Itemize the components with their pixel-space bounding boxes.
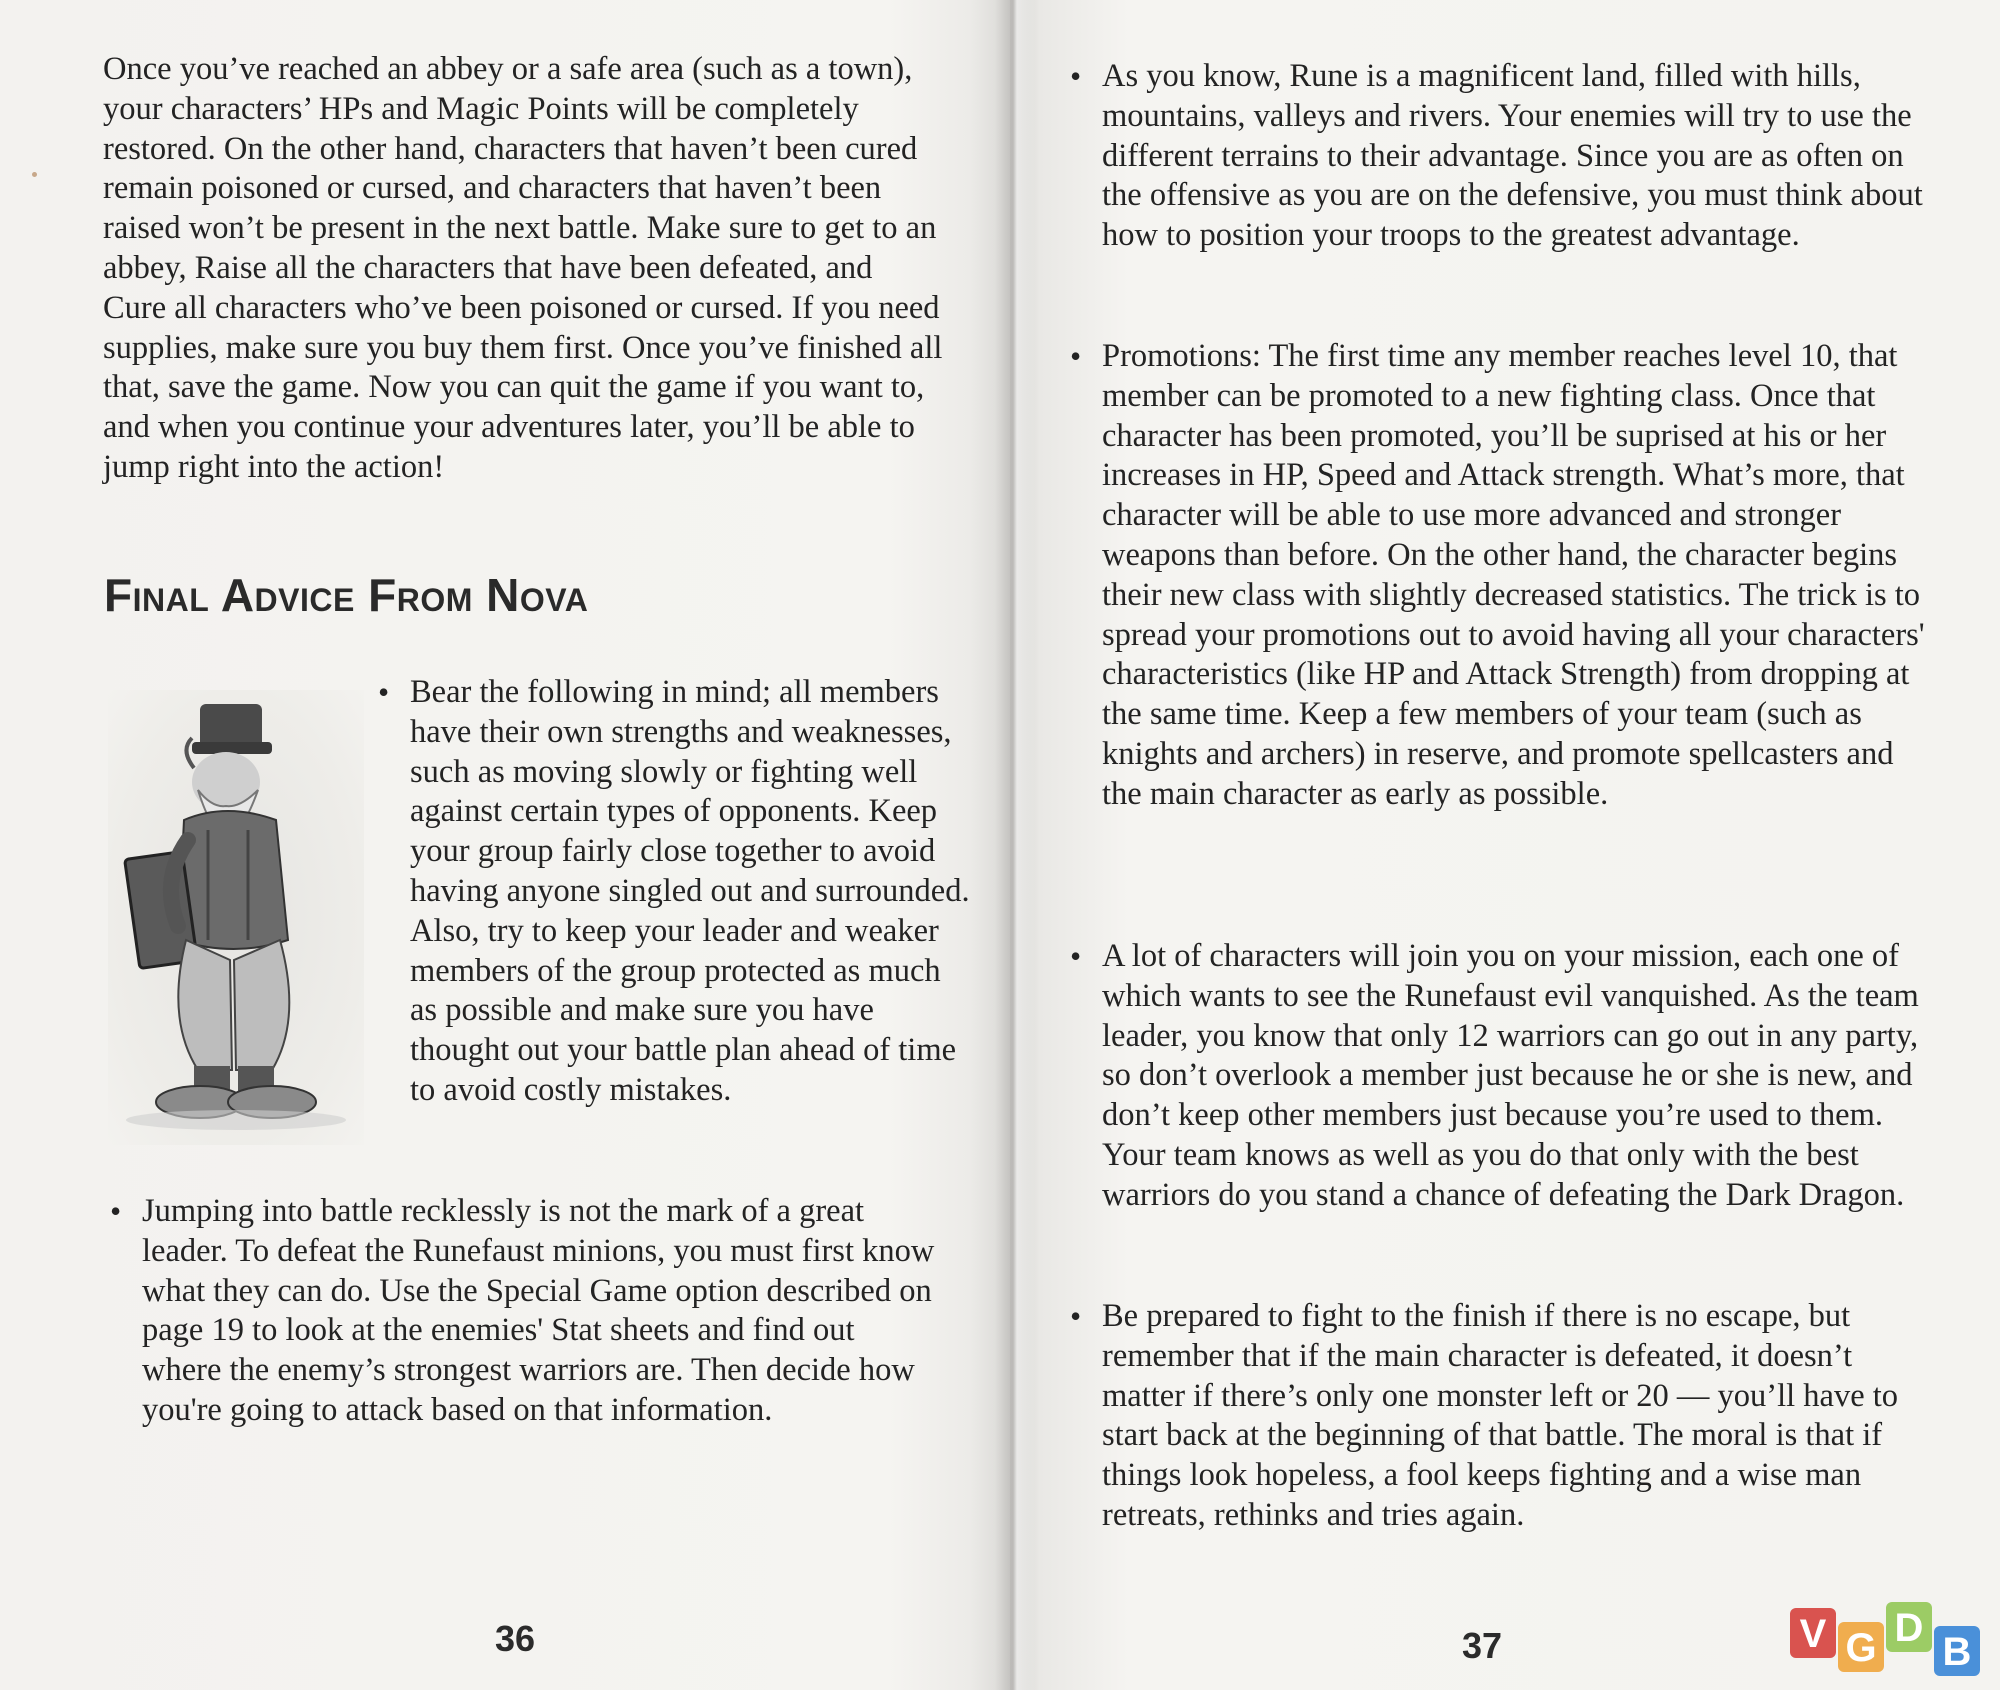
bullet-text: Promotions: The first time any member reaches level 10, that member can be promoted to a new fighting class. Once that character has been promoted, you’ll be suprised at his or her increases in HP, Speed and Attack strength. What’s more, that character will be able to use more advanced and stronger weapons than before. On the other hand, the character begins their new class with slightly decreased statistics. The trick is to spread your promotions out to avoid having all your characters' characteristics (like HP and Attack Strength) from dropping at the same time. Keep a few members of your team (such as knights and archers) in reserve, and promote spellcasters and the main character as early as possible. <box>1102 338 1925 812</box>
watermark-letter: D <box>1894 1606 1924 1650</box>
bullet-dot: • <box>1070 1298 1082 1334</box>
intro-paragraph: Once you’ve reached an abbey or a safe area (such as a town), your characters’ HPs and Magic Points will be completely restored. On the other hand, characters that haven’t been cured remain poisoned or cursed, and characters that haven’t been raised won’t be present in the next battle. Make sure to get to an abbey, Raise all the characters that have been defeated, and Cure all characters who’ve been poisoned or cursed. If you need supplies, make sure you buy them first. Once you’ve finished all that, save the game. Now you can quit the game if you want to, and when you continue your adventures later, you’ll be able to jump right into the action! <box>103 51 943 485</box>
bullet-dot: • <box>1070 938 1082 974</box>
watermark-letter: V <box>1799 1612 1827 1656</box>
bullet-text: As you know, Rune is a magnificent land, filled with hills, mountains, valleys and rivers. Your enemies will try to use the different terrains to their advantage. Since you are as often on the offensive as you are on the defensive, you must think about how to position your troops to the greatest advantage. <box>1102 58 1923 254</box>
nova-character-drawing <box>108 690 364 1145</box>
page-number-left: 36 <box>495 1618 536 1659</box>
bullet-text: Be prepared to fight to the finish if there is no escape, but remember that if the main character is defeated, it doesn’t matter if there’s only one monster left or 20 — you’ll have to start back at the beginning of that battle. The moral is that if things look hopeless, a fool keeps fighting and a wise man retreats, rethinks and tries again. <box>1102 1298 1899 1533</box>
bullet-dot: • <box>1070 58 1082 94</box>
paper-speck <box>32 172 37 177</box>
bullet-text: Jumping into battle recklessly is not the mark of a great leader. To defeat the Runefaust minions, you must first know what they can do. Use the Special Game option described on page 19 to look at the enemies' Stat sheets and find out where the enemy’s strongest warriors are. Then decide how you're going to attack based on that information. <box>142 1193 935 1428</box>
page-number-right: 37 <box>1462 1625 1503 1666</box>
section-heading: Final Advice From Nova <box>104 569 589 621</box>
bullet-dot: • <box>110 1193 122 1229</box>
nova-illustration <box>108 690 364 1145</box>
bullet-dot: • <box>1070 338 1082 374</box>
page-gutter <box>995 0 1035 1690</box>
vgdb-watermark-logo <box>1790 1598 1990 1680</box>
bullet-text: A lot of characters will join you on your mission, each one of which wants to see the Runefaust evil vanquished. As the team leader, you know that only 12 warriors can go out in any party, so don’t overlook a member just because he or she is new, and don’t keep other members just because you’re used to them. Your team knows as well as you do that only with the best warriors do you stand a chance of defeating the Dark Dragon. <box>1102 938 1919 1213</box>
bullet-text: Bear the following in mind; all members have their own strengths and weaknesses, such as moving slowly or fighting well against certain types of opponents. Keep your group fairly close together to avoid having anyone singled out and surrounded. Also, try to keep your leader and weaker members of the group protected as much as possible and make sure you have thought out your battle plan ahead of time to avoid costly mistakes. <box>410 674 970 1108</box>
watermark-letter: B <box>1942 1630 1972 1674</box>
bullet-dot: • <box>378 674 390 710</box>
watermark-letter: G <box>1845 1626 1877 1670</box>
